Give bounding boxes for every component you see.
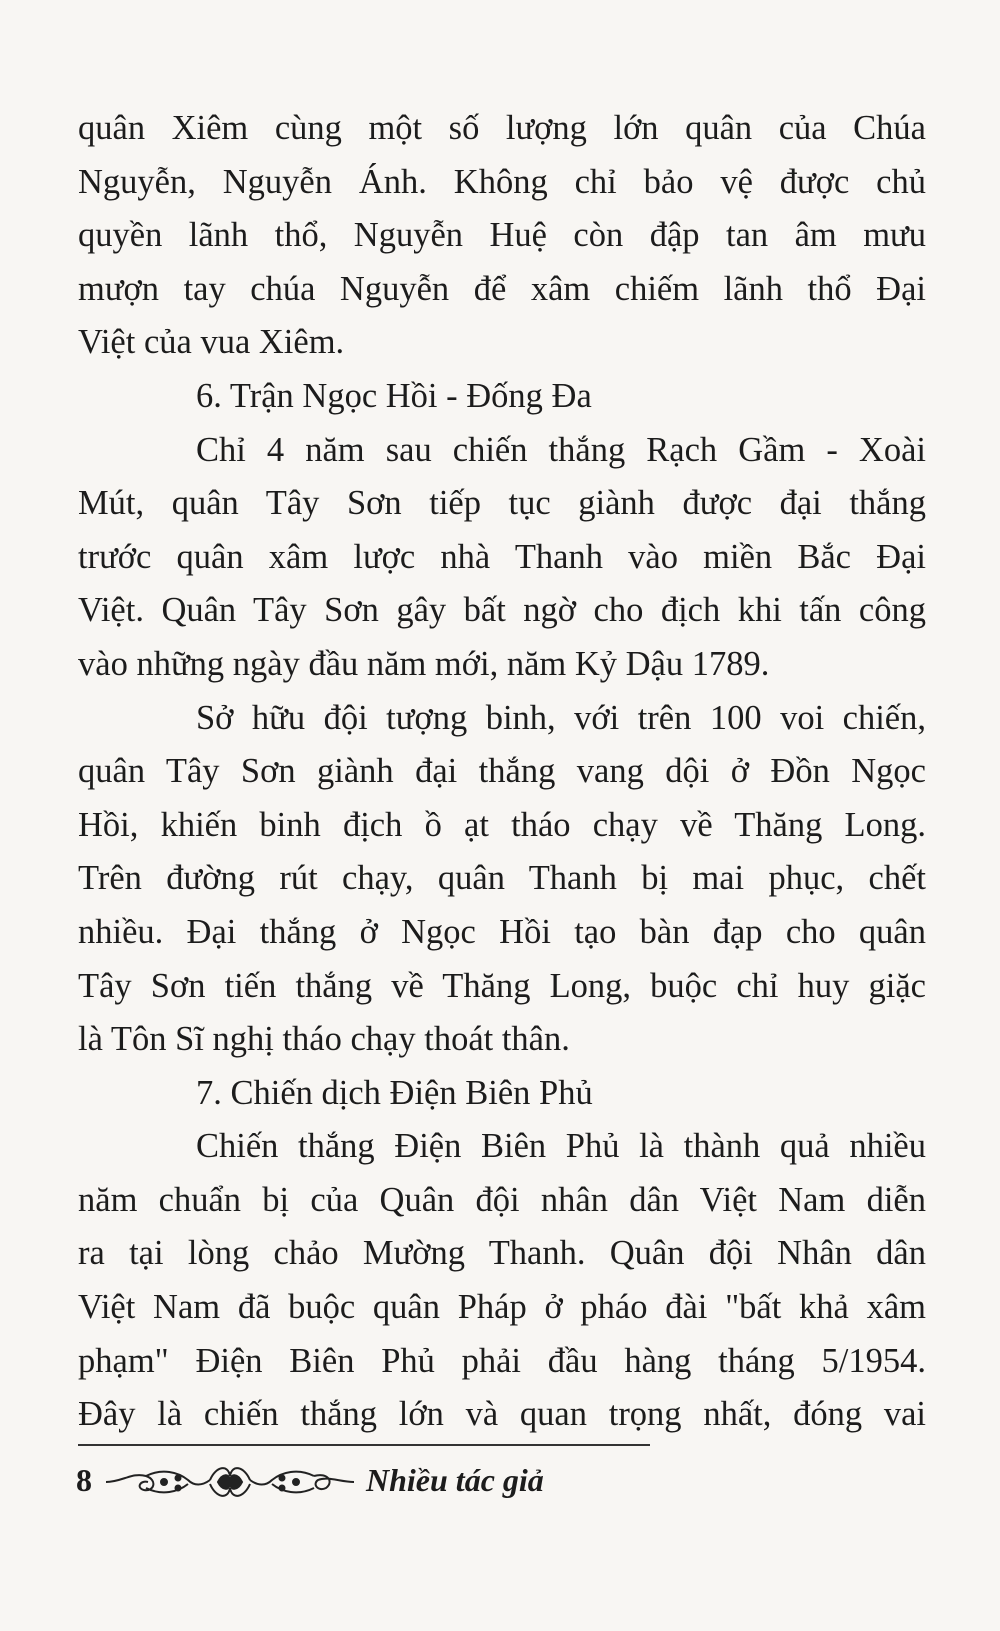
text-line: Việt. Quân Tây Sơn gây bất ngờ cho địch khi tấn công [78,591,926,630]
text-line: Chỉ 4 năm sau chiến thắng Rạch Gầm - Xoài [196,430,926,469]
page-number: 8 [76,1462,92,1498]
text-line: Tây Sơn tiến thắng về Thăng Long, buộc chỉ huy giặc [78,966,926,1005]
text-line: Nguyễn, Nguyễn Ánh. Không chỉ bảo vệ được chủ [78,162,926,201]
author-name: Nhiều tác giả [366,1462,544,1498]
text-line: phạm" Điện Biên Phủ phải đầu hàng tháng 5/1954. [78,1341,926,1380]
text-line: vào những ngày đầu năm mới, năm Kỷ Dậu 1789. [78,644,770,683]
text-line: ra tại lòng chảo Mường Thanh. Quân đội Nhân dân [78,1234,926,1273]
text-line: trước quân xâm lược nhà Thanh vào miền Bắc Đại [78,537,926,576]
text-line: quân Tây Sơn giành đại thắng vang dội ở Đồn Ngọc [78,752,926,791]
text-line: Hồi, khiến binh địch ồ ạt tháo chạy về Thăng Long. [78,805,926,844]
text-line: Trên đường rút chạy, quân Thanh bị mai phục, chết [78,859,926,898]
text-line: nhiều. Đại thắng ở Ngọc Hồi tạo bàn đạp cho quân [78,912,926,951]
text-line: Sở hữu đội tượng binh, với trên 100 voi chiến, [196,698,926,737]
text-line: Đây là chiến thắng lớn và quan trọng nhất, đóng vai [78,1395,926,1434]
text-line: Chiến thắng Điện Biên Phủ là thành quả nhiều [196,1127,926,1166]
text-line: Việt của vua Xiêm. [78,323,345,362]
text-line: quyền lãnh thổ, Nguyễn Huệ còn đập tan âm mưu [78,216,926,255]
body-text [78,102,926,1442]
section-heading: 6. Trận Ngọc Hồi - Đống Đa [196,376,592,415]
section-heading: 7. Chiến dịch Điện Biên Phủ [196,1073,593,1112]
text-line: Mút, quân Tây Sơn tiếp tục giành được đại thắng [78,484,926,523]
page-footer [76,1444,656,1524]
text-line: là Tôn Sĩ nghị tháo chạy thoát thân. [78,1020,570,1059]
floral-scroll-ornament-icon [102,1458,358,1506]
text-line: năm chuẩn bị của Quân đội nhân dân Việt Nam diễn [78,1180,926,1219]
footer-rule [78,1444,650,1446]
text-line: mượn tay chúa Nguyễn để xâm chiếm lãnh thổ Đại [78,269,926,308]
text-line: Việt Nam đã buộc quân Pháp ở pháo đài "bất khả xâm [78,1288,926,1327]
text-line: quân Xiêm cùng một số lượng lớn quân của Chúa [78,109,926,147]
